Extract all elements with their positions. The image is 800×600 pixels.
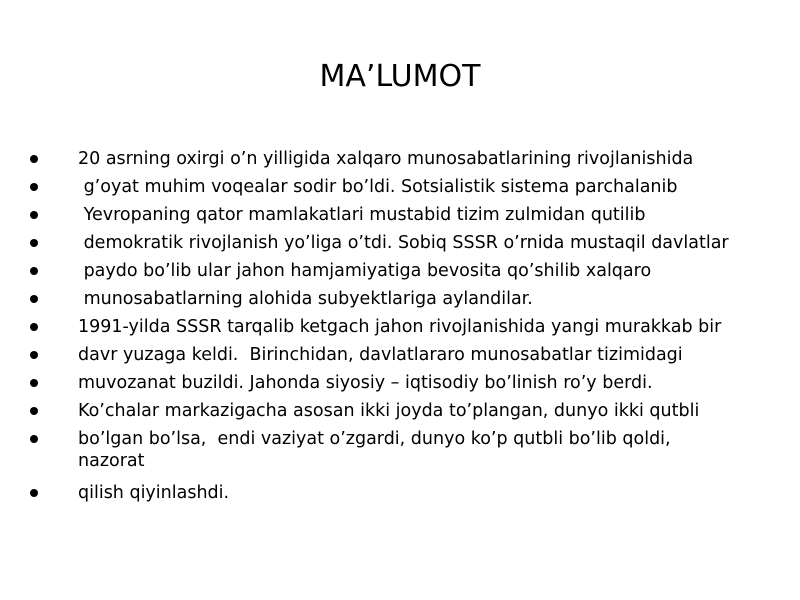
- bullet-icon: [30, 323, 38, 331]
- bullet-text: g’oyat muhim voqealar sodir bo’ldi. Sotsialistik sistema parchalanib: [78, 177, 678, 197]
- bullet-text: demokratik rivojlanish yo’liga o’tdi. Sobiq SSSR o’rnida mustaqil davlatlar: [78, 233, 729, 253]
- bullet-text: Yevropaning qator mamlakatlari mustabid tizim zulmidan qutilib: [78, 205, 646, 225]
- bullet-icon: [30, 351, 38, 359]
- slide-title: MA’LUMOT: [319, 59, 481, 94]
- bullet-icon: [30, 183, 38, 191]
- bullet-text: muvozanat buzildi. Jahonda siyosiy – iqtisodiy bo’linish ro’y berdi.: [78, 373, 653, 393]
- bullet-icon: [30, 489, 38, 497]
- bullet-icon: [30, 267, 38, 275]
- bullet-text: Ko’chalar markazigacha asosan ikki joyda to’plangan, dunyo ikki qutbli: [78, 401, 700, 421]
- bullet-icon: [30, 211, 38, 219]
- bullet-icon: [30, 407, 38, 415]
- bullet-text: munosabatlarning alohida subyektlariga aylandilar.: [78, 289, 533, 309]
- bullet-icon: [30, 155, 38, 163]
- bullet-icon: [30, 379, 38, 387]
- bullet-text: davr yuzaga keldi. Birinchidan, davlatlararo munosabatlar tizimidagi: [78, 345, 683, 365]
- bullet-icon: [30, 435, 38, 443]
- bullet-text: 1991-yilda SSSR tarqalib ketgach jahon rivojlanishida yangi murakkab bir: [78, 317, 722, 337]
- bullet-icon: [30, 295, 38, 303]
- bullet-text: paydo bo’lib ular jahon hamjamiyatiga bevosita qo’shilib xalqaro: [78, 261, 652, 281]
- bullet-icon: [30, 239, 38, 247]
- bullet-text: 20 asrning oxirgi o’n yilligida xalqaro munosabatlarining rivojlanishida: [78, 149, 694, 169]
- bullet-text: qilish qiyinlashdi.: [78, 483, 230, 503]
- bullet-text: bo’lgan bo’lsa, endi vaziyat o’zgardi, dunyo ko’p qutbli bo’lib qoldi, nazorat: [78, 429, 671, 471]
